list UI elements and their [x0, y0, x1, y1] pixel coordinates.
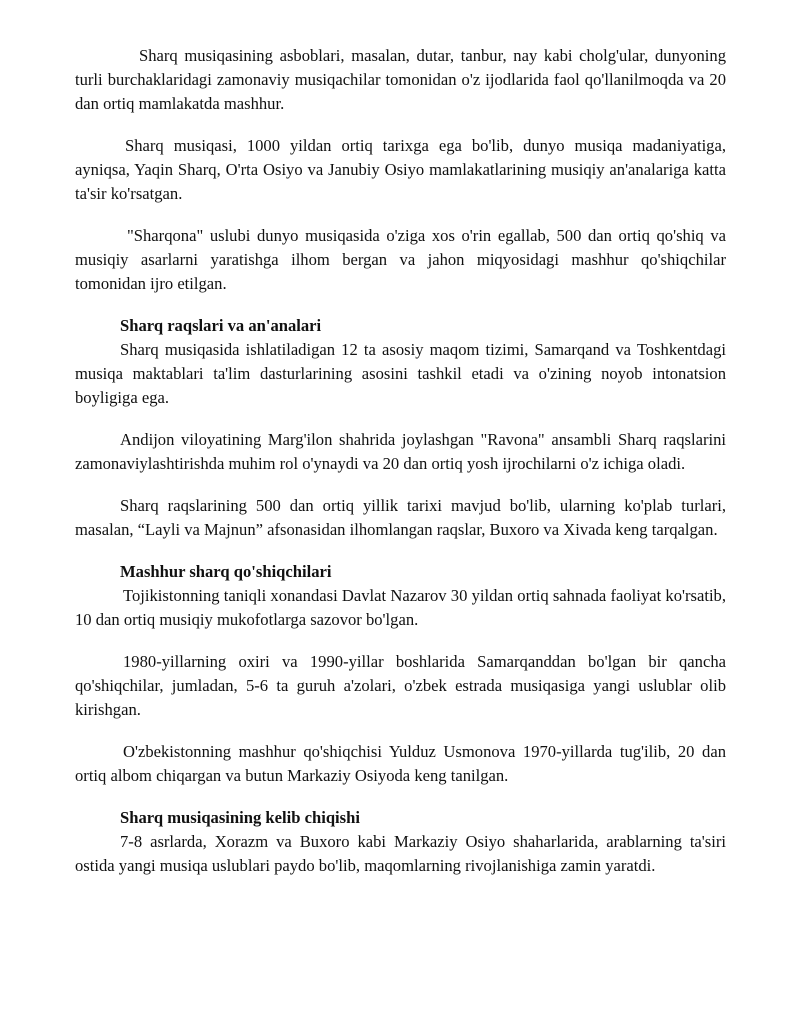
paragraph: "Sharqona" uslubi dunyo musiqasida o'ziga xos o'rin egallab, 500 dan ortiq qo'shiq va musiqiy asarlarni yaratishga ilhom bergan va jahon miqyosidagi mashhur qo'shiqchilar tomonidan ijro etilgan.	[75, 226, 726, 293]
paragraph: Sharq musiqasi, 1000 yildan ortiq tarixga ega bo'lib, dunyo musiqa madaniyatiga, ayniqsa, Yaqin Sharq, O'rta Osiyo va Janubiy Osiyo mamlakatlarining musiqiy an'analariga katta ta'sir ko'rsatgan.	[75, 136, 726, 203]
paragraph: Sharq musiqasining asboblari, masalan, dutar, tanbur, nay kabi cholg'ular, dunyoning turli burchaklaridagi zamonaviy musiqachilar tomonidan o'z ijodlarida faol qo'llanilmoqda va 20 dan ortiq mamlakatda mashhur.	[75, 46, 726, 113]
paragraph: Tojikistonning taniqli xonandasi Davlat Nazarov 30 yildan ortiq sahnada faoliyat ko'rsatib, 10 dan ortiq musiqiy mukofotlarga sazovor bo'lgan.	[75, 586, 726, 629]
section-heading: Sharq musiqasining kelib chiqishi	[120, 808, 360, 827]
paragraph: Sharq raqslarining 500 dan ortiq yillik tarixi mavjud bo'lib, ularning ko'plab turlari, masalan, “Layli va Majnun” afsonasidan ilhomlangan raqslar, Buxoro va Xivada keng tarqalgan.	[75, 496, 726, 539]
paragraph: O'zbekistonning mashhur qo'shiqchisi Yulduz Usmonova 1970-yillarda tug'ilib, 20 dan ortiq albom chiqargan va butun Markaziy Osiyoda keng tanilgan.	[75, 742, 726, 785]
section-heading: Mashhur sharq qo'shiqchilari	[120, 562, 332, 581]
paragraph: 1980-yillarning oxiri va 1990-yillar boshlarida Samarqanddan bo'lgan bir qancha qo'shiqchilar, jumladan, 5-6 ta guruh a'zolari, o'zbek estrada musiqasiga yangi uslublar olib kirishgan.	[75, 652, 726, 719]
paragraph: 7-8 asrlarda, Xorazm va Buxoro kabi Markaziy Osiyo shaharlarida, arablarning ta'siri ostida yangi musiqa uslublari paydo bo'lib, maqomlarning rivojlanishiga zamin yaratdi.	[75, 832, 726, 875]
document-page	[75, 44, 726, 878]
paragraph: Sharq musiqasida ishlatiladigan 12 ta asosiy maqom tizimi, Samarqand va Toshkentdagi musiqa maktablari ta'lim dasturlarining asosini tashkil etadi va o'zining noyob intonatsion boyligiga ega.	[75, 340, 726, 407]
paragraph: Andijon viloyatining Marg'ilon shahrida joylashgan "Ravona" ansambli Sharq raqslarini zamonaviylashtirishda muhim rol o'ynaydi va 20 dan ortiq yosh ijrochilarni o'z ichiga oladi.	[75, 430, 726, 473]
section-heading: Sharq raqslari va an'analari	[120, 316, 322, 335]
